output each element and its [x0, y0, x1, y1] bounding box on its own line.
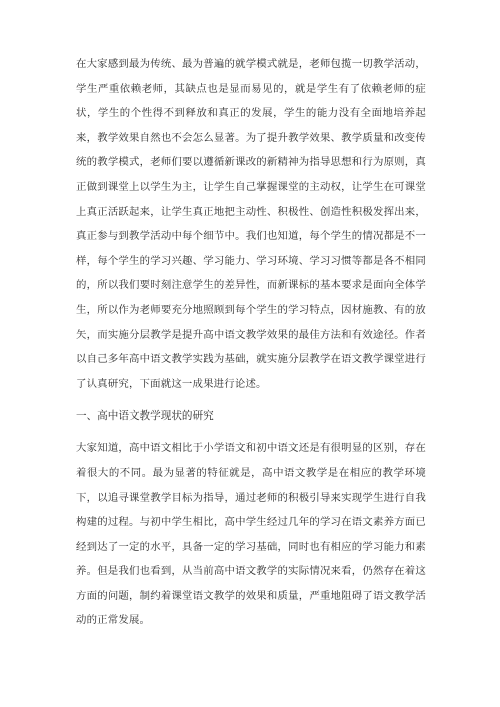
- body-paragraph: 大家知道，高中语文相比于小学语文和初中语文还是有很明显的区别，存在着很大的不同。最为显著的特征就是，高中语文教学是在相应的教学环境下，以追寻课堂教学目标为指导，通过老师的积极引导来实现学生进行自我构建的过程。与初中学生相比，高中学生经过几年的学习在语文素养方面已经到达了一定的水平，具备一定的学习基础，同时也有相应的学习能力和素养。但是我们也看到，从当前高中语文教学的实际情况来看，仍然存在着这方面的问题，制约着课堂语文教学的效果和质量，严重地阻碍了语文教学活动的正常发展。: [76, 442, 426, 627]
- document-page: [76, 52, 426, 633]
- section-heading: 一、高中语文教学现状的研究: [76, 410, 214, 423]
- body-paragraph: 在大家感到最为传统、最为普遍的就学模式就是，老师包揽一切教学活动，学生严重依赖老师，其缺点也是显而易见的，就是学生有了依赖老师的症状，学生的个性得不到释放和真正的发展，学生的能力没有全面地培养起来，教学效果自然也不会怎么显著。为了提升教学效果、教学质量和改变传统的教学模式，老师们要以遵循新课改的新精神为指导思想和行为原则，真正做到课堂上以学生为主，让学生自己掌握课堂的主动权，让学生在可课堂上真正活跃起来，让学生真正地把主动性、积极性、创造性积极发挥出来，真正参与到教学活动中每个细节中。我们也知道，每个学生的情况都是不一样，每个学生的学习兴趣、学习能力、学习环境、学习习惯等都是各不相同的，所以我们要时刻注意学生的差异性，而新课标的基本要求是面向全体学生，所以作为老师要充分地照顾到每个学生的学习特点，因材施教、有的放矢，而实施分层教学是提升高中语文教学效果的最佳方法和有效途径。作者以自己多年高中语文教学实践为基础，就实施分层教学在语文教学课堂进行了认真研究，下面就这一成果进行论述。: [76, 58, 426, 390]
